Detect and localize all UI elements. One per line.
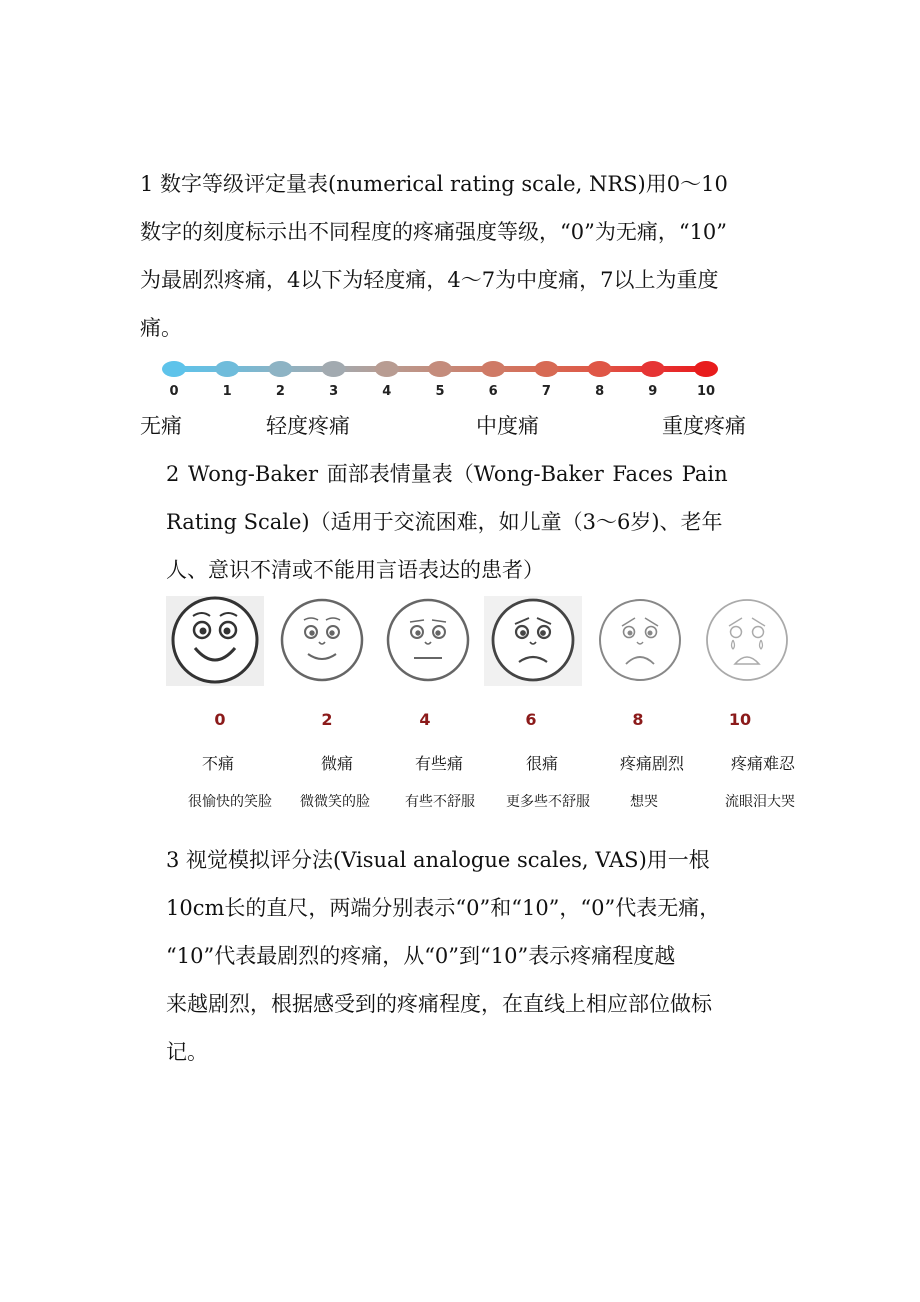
nrs-tick-dot (215, 361, 239, 377)
category-severe: 重度疼痛 (662, 414, 746, 438)
face-score: 2 (321, 710, 333, 729)
neutral-face-icon (388, 600, 468, 680)
frown-face-icon (493, 600, 573, 680)
section2-line2: Rating Scale)（适用于交流困难，如儿童（3～6岁)、老年 (166, 510, 723, 534)
category-none: 无痛 (140, 414, 182, 438)
nrs-tick-label: 7 (541, 384, 551, 399)
category-mild: 轻度疼痛 (266, 414, 350, 438)
slight-smile-face-icon (282, 600, 362, 680)
nrs-tick-dot (641, 361, 665, 377)
nrs-tick-label: 3 (329, 384, 339, 399)
face-label: 不痛 (201, 754, 234, 773)
nrs-tick-dot (375, 361, 399, 377)
wong-baker-faces (166, 592, 806, 690)
happy-face-icon (173, 598, 257, 682)
nrs-tick-label: 4 (382, 384, 392, 399)
crying-face-icon (707, 600, 787, 680)
nrs-tick-label: 2 (275, 384, 285, 399)
section1-line1: 1 数字等级评定量表(numerical rating scale, NRS)用0～10 (140, 172, 728, 196)
face-description: 很愉快的笑脸 (188, 794, 272, 810)
nrs-tick-label: 5 (435, 384, 445, 399)
nrs-tick-dot (481, 361, 505, 377)
nrs-tick-label: 8 (595, 384, 605, 399)
nrs-tick-dot (534, 361, 558, 377)
section1-line2: 数字的刻度标示出不同程度的疼痛强度等级，“0”为无痛，“10” (140, 220, 728, 244)
nrs-tick-dot (588, 361, 612, 377)
nrs-tick-dot (268, 361, 292, 377)
face-description: 微微笑的脸 (300, 794, 370, 810)
face-score: 0 (214, 710, 226, 729)
face-label: 很痛 (525, 754, 558, 773)
face-description: 更多些不舒服 (506, 794, 590, 810)
category-moderate: 中度痛 (476, 414, 539, 438)
section3-line2: 10cm长的直尺，两端分别表示“0”和“10”，“0”代表无痛， (166, 896, 721, 920)
nrs-tick-dot (322, 361, 346, 377)
nrs-tick-label: 6 (488, 384, 498, 399)
nrs-scale (160, 357, 720, 399)
section1-line4: 痛。 (140, 316, 182, 340)
face-description: 想哭 (630, 794, 658, 810)
section2-line1: 2 Wong-Baker 面部表情量表（Wong-Baker Faces Pain (166, 462, 728, 486)
face-score: 6 (525, 710, 537, 729)
nrs-tick-label: 9 (648, 384, 658, 399)
face-label: 有些痛 (414, 754, 463, 773)
section3-line5: 记。 (166, 1040, 208, 1064)
section1-line3: 为最剧烈疼痛，4以下为轻度痛，4～7为中度痛，7以上为重度 (140, 268, 719, 292)
section3-line4: 来越剧烈，根据感受到的疼痛程度，在直线上相应部位做标 (166, 992, 712, 1016)
face-score: 10 (728, 710, 752, 729)
sad-face-icon (600, 600, 680, 680)
nrs-tick-label: 0 (169, 384, 179, 399)
nrs-tick-label: 10 (696, 384, 716, 399)
face-label: 疼痛难忍 (730, 754, 795, 773)
face-label: 微痛 (320, 754, 353, 773)
section3-line3: “10”代表最剧烈的疼痛，从“0”到“10”表示疼痛程度越 (166, 944, 676, 968)
nrs-tick-dot (694, 361, 718, 377)
face-description: 流眼泪大哭 (725, 794, 795, 810)
face-description: 有些不舒服 (405, 794, 475, 810)
section3-line1: 3 视觉模拟评分法(Visual analogue scales, VAS)用一根 (166, 848, 710, 872)
face-label: 疼痛剧烈 (619, 754, 684, 773)
section2-line3: 人、意识不清或不能用言语表达的患者） (166, 558, 544, 582)
nrs-tick-label: 1 (222, 384, 232, 399)
face-score: 4 (419, 710, 431, 729)
nrs-tick-dot (162, 361, 186, 377)
face-score: 8 (632, 710, 644, 729)
nrs-tick-dot (428, 361, 452, 377)
